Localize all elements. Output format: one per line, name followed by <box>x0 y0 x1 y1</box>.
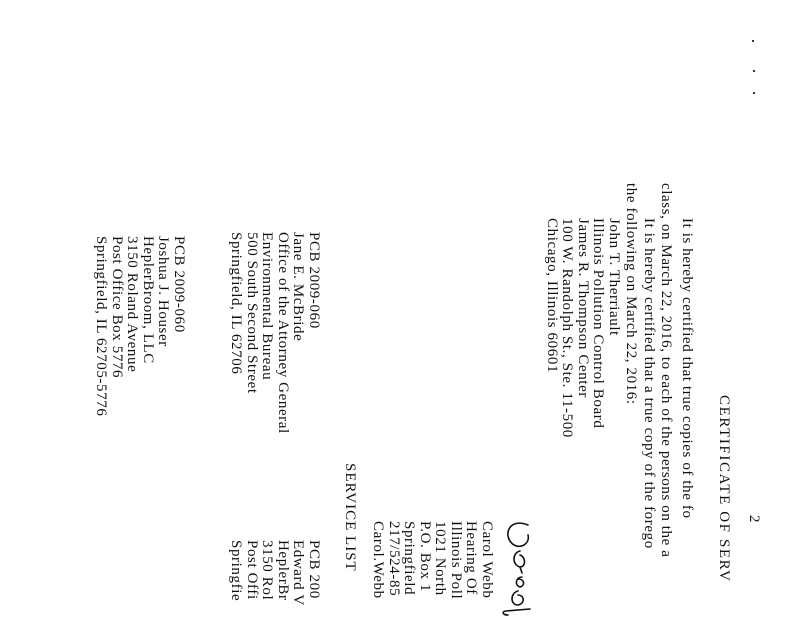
scan-mark <box>753 92 755 94</box>
service-line: HeplerBroom, LLC <box>140 236 156 364</box>
signature-line: Carol.Webb <box>370 521 387 599</box>
address-line: John T. Therriault <box>606 218 622 336</box>
service-line: Edward V <box>290 540 307 606</box>
service-line: Springfield, IL 62706 <box>228 232 245 375</box>
signature-line: Illinois Poll <box>448 521 464 600</box>
signature-line: Carol Webb <box>479 521 495 599</box>
service-line: Office of the Attorney General <box>275 232 291 434</box>
paragraph-1-line-1: It is hereby certified that true copies of the fo <box>679 218 695 519</box>
service-line: Jane E. McBride <box>290 232 307 342</box>
page-number: 2 <box>746 515 762 524</box>
handwritten-signature <box>498 515 538 618</box>
signature-line: Springfield <box>401 521 418 596</box>
signature-line: 217/524-85 <box>386 521 402 597</box>
service-line: HeplerBr <box>275 540 291 601</box>
service-line: PCB 2009-060 <box>171 236 187 333</box>
paragraph-2-line-2: the following on March 22, 2016: <box>623 183 639 405</box>
service-list-entry <box>228 232 321 434</box>
address-line: Chicago, Illinois 60601 <box>544 218 560 374</box>
address-line: James R. Thompson Center <box>575 218 591 398</box>
scan-mark <box>753 70 755 72</box>
document-heading: CERTIFICATE OF SERV <box>716 395 732 583</box>
service-line: Joshua J. Houser <box>155 236 172 347</box>
signature-line: 1021 North <box>432 521 449 596</box>
signature-address-block <box>370 521 494 599</box>
service-line: 3150 Roland Avenue <box>124 236 141 373</box>
service-line: 500 South Second Street <box>244 232 260 394</box>
service-list-entry <box>228 540 321 606</box>
service-line: PCB 2009-060 <box>306 232 322 329</box>
service-list-heading: SERVICE LIST <box>342 463 358 572</box>
signature-line: Hearing Of <box>463 521 480 595</box>
service-line: Post Offi <box>244 540 260 600</box>
service-line: 3150 Rol <box>259 540 276 601</box>
service-line: Environmental Bureau <box>259 232 276 381</box>
address-line: 100 W. Randolph St., Ste. 11-500 <box>559 218 576 438</box>
signature-line: P.O. Box 1 <box>417 521 433 593</box>
address-line: Illinois Pollution Control Board <box>590 218 607 429</box>
service-list-entry <box>93 236 186 416</box>
scan-mark <box>752 40 754 42</box>
service-line: Springfield, IL 62705-5776 <box>93 236 110 417</box>
service-line: PCB 200 <box>306 540 322 599</box>
service-line: Post Office Box 5776 <box>109 236 125 379</box>
recipient-address-block <box>544 218 622 438</box>
service-line: Springfie <box>228 540 245 602</box>
paragraph-1-line-2: class, on March 22, 2016, to each of the persons on the a <box>658 183 674 558</box>
paragraph-2-line-1: It is hereby certified that a true copy of the forego <box>641 218 657 549</box>
